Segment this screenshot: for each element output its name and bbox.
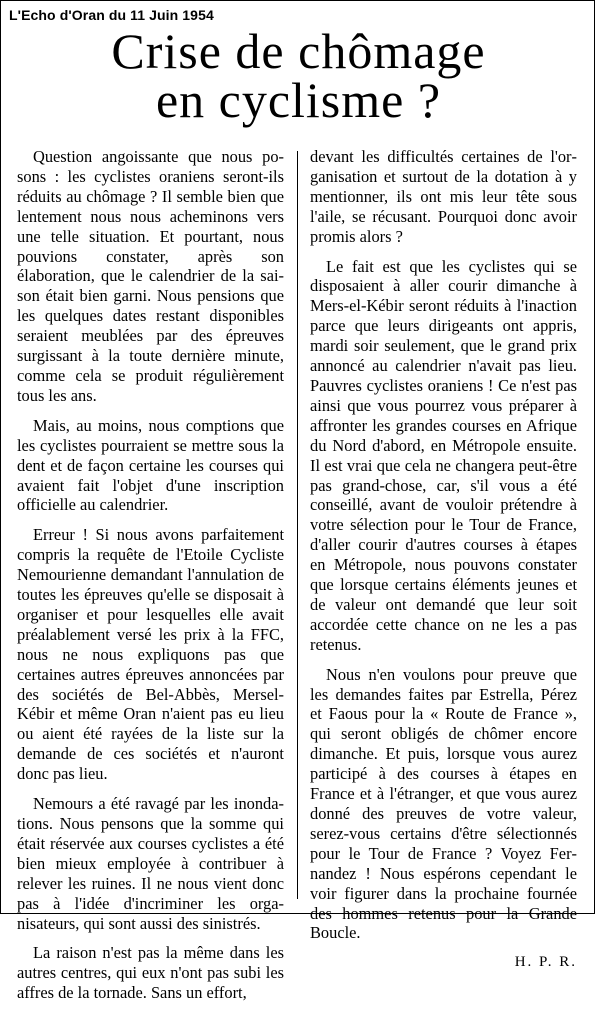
column-divider: [297, 151, 298, 899]
author-signature: H. P. R.: [514, 954, 577, 971]
article-paragraph: La raison n'est pas la même dans les autres centres, qui eux n'ont pas subi les affres de la tornade. Sans un effort,: [17, 943, 284, 1003]
newspaper-source-line: L'Echo d'Oran du 11 Juin 1954: [9, 7, 214, 23]
article-paragraph: Nous n'en voulons pour preuve que les demandes faites par Estrella, Pérez et Faous pour la « Route de France », qui seront obligés de chômer encore dimanche. Et puis, lorsque vous aurez participé à des courses à étapes en France et à l'étranger, et que vous aurez donné des preuves de votre valeur, serez-vous certains d'être sélectionnés pour le Tour de France ? Voyez Fernandez ! Nous espérons cependant le voir figurer dans la prochaine fournée des hommes retenus pour la Grande Boucle.: [310, 664, 577, 943]
article-paragraph-continued: devant les difficultés certaines de l'organisation et surtout de la dotation à y mentionner, ils ont mis leur tête sous l'aile, se récusant. Pourquoi donc avoir promis alors ?: [310, 147, 577, 246]
headline: [1, 23, 595, 128]
headline-line-1: Crise de chômage: [111, 23, 486, 79]
article-paragraph: Question angoissante que nous posons : les cyclistes oraniens seront-ils réduits au chômage ? Il semble bien que lentement nous nous acheminons vers une telle situation. Et pourtant, nous pouvions constater, après son élaboration, que le calendrier de la saison était bien garni. Nous pensions que les quelques dates restant disponibles seraient meublées par des épreuves surgissant à la toute dernière minute, comme cela se produit régulièrement tous les ans.: [17, 147, 284, 405]
article-paragraph: Erreur ! Si nous avons parfaitement compris la requête de l'Etoile Cycliste Nemourienne demandant l'annulation de toutes les épreuves qu'elle se disposait à organiser et pour lesquelles elle avait préalablement versé les prix à la FFC, nous ne nous expliquons pas que certaines autres épreuves annoncées par des sociétés de Bel-Abbès, Mersel-Kébir et même Oran n'aient pas eu lieu ou aient été rayées de la liste sur la demande de ces sociétés et n'auront donc pas lieu.: [17, 525, 284, 784]
article-column-left: [17, 147, 284, 1013]
article-column-right: [310, 147, 577, 983]
headline-line-2: en cyclisme ?: [155, 72, 442, 128]
article-paragraph: Le fait est que les cyclistes qui se disposaient à aller courir dimanche à Mers-el-Kébir seront réduits à l'inaction parce que leurs dirigeants ont appris, mardi soir seulement, que le grand prix annoncé au calendrier n'avait pas lieu. Pauvres cyclistes oraniens ! Ce n'est pas ainsi que vous pourrez vous préparer à affronter les grandes courses en Afrique du Nord d'abord, en Métropole ensuite. Il est vrai que cela ne changera peut-être pas grand-chose, car, s'il vous a été conseillé, avant de vouloir prétendre à votre sélection pour le Tour de France, d'aller courir d'autres courses à étapes en Métropole, nous pouvons constater que lorsque certains éléments jeunes et de valeur ont demandé que leur soit accordée cette chance on ne les a pas retenus.: [310, 256, 577, 654]
article-paragraph: Mais, au moins, nous comptions que les cyclistes pourraient se mettre sous la dent et de façon certaine les courses qui avaient fait l'objet d'une inscription officielle au calendrier.: [17, 415, 284, 515]
article-paragraph: Nemours a été ravagé par les inondations. Nous pensons que la somme qui était réservée aux courses cyclistes a été bien mieux employée à contribuer à relever les ruines. Il ne nous vient donc pas à l'idée d'incriminer les organisateurs, qui sont aussi des sinistrés.: [17, 794, 284, 933]
